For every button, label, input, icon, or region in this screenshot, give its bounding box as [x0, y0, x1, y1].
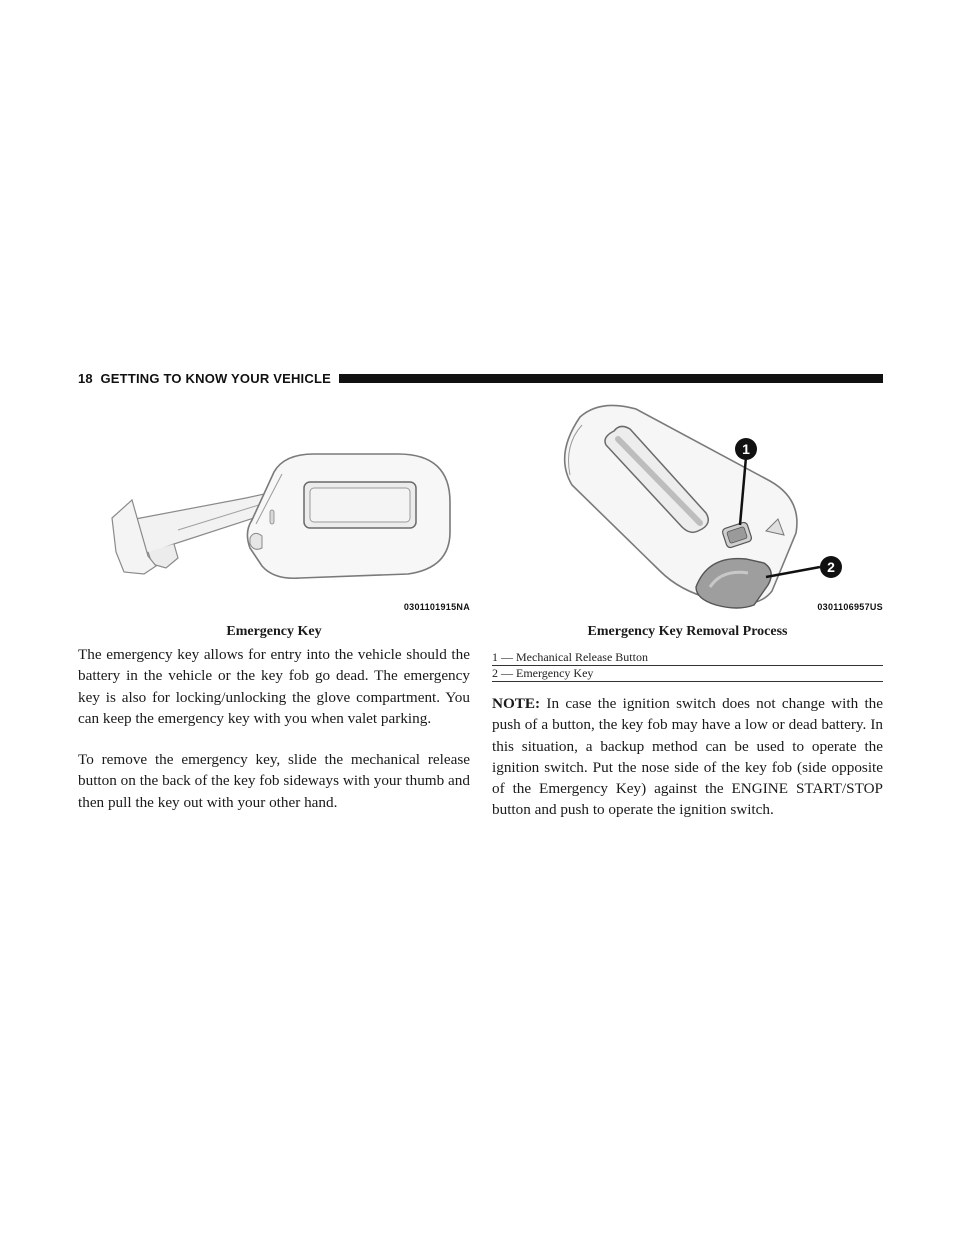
- emergency-key-illustration: [78, 440, 470, 612]
- figure-code: 0301101915NA: [403, 602, 470, 612]
- emergency-key-figure: [78, 440, 470, 612]
- key-fob-back-illustration: [540, 395, 883, 612]
- note-paragraph: [492, 693, 883, 821]
- figure-legend: [492, 650, 883, 682]
- page-header: [78, 370, 883, 386]
- figure-caption: Emergency Key Removal Process: [587, 624, 788, 639]
- removal-process-figure: [540, 395, 883, 612]
- legend-item: 2 — Emergency Key: [492, 666, 883, 682]
- callout-1-label: 1: [742, 441, 750, 457]
- callout-2-label: 2: [827, 559, 835, 575]
- note-text: In case the ignition switch does not change with the push of a button, the key fob may have a low or dead battery. In this situation, a backup method can be used to operate the ignition switch. Put the nose side of the key fob (side opposite of the Emergency Key) against the ENGINE START/STOP button and push to operate the ignition switch.: [492, 695, 884, 819]
- figure-code: 0301106957US: [817, 602, 883, 612]
- page-number: 18: [78, 370, 93, 386]
- header-text: [78, 371, 331, 386]
- figure-caption: Emergency Key: [226, 624, 322, 639]
- body-paragraph: The emergency key allows for entry into the vehicle should the battery in the vehicle or the key fob go dead. The emergency key is also for locking/unlocking the glove compartment. You can keep the emergency key with you when valet parking.: [78, 646, 470, 727]
- section-title: GETTING TO KNOW YOUR VEHICLE: [100, 370, 331, 386]
- header-rule: [339, 374, 883, 383]
- note-label: NOTE:: [492, 695, 541, 712]
- legend-item: 1 — Mechanical Release Button: [492, 650, 883, 666]
- body-paragraph: To remove the emergency key, slide the mechanical release button on the back of the key fob sideways with your thumb and then pull the key out with your other hand.: [78, 751, 470, 811]
